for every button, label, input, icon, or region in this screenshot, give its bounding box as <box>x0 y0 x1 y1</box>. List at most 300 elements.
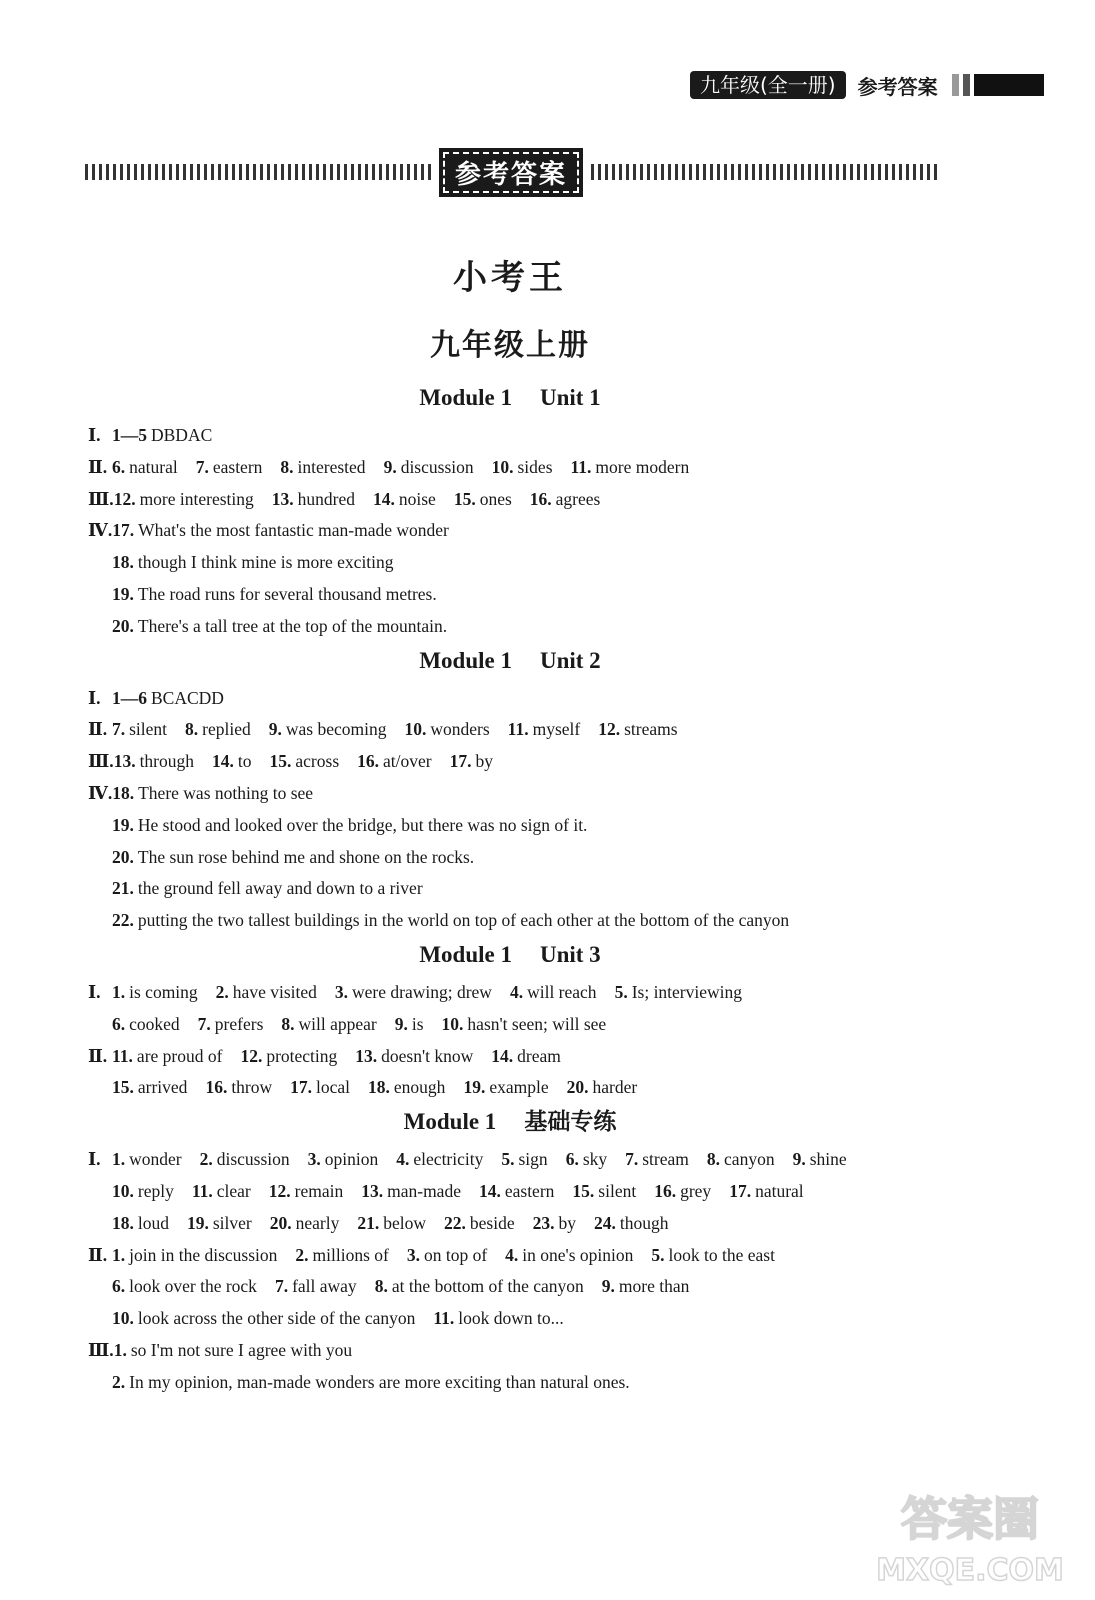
answer-number: 11. <box>112 1045 133 1066</box>
answer-item <box>112 1014 180 1034</box>
answer-number: 14. <box>491 1045 514 1066</box>
answer-number: 7. <box>625 1149 639 1170</box>
grade-tag: 九年级(全一册) <box>690 71 846 99</box>
answer-item <box>205 1077 272 1097</box>
answer-text: are proud of <box>136 1045 223 1066</box>
answer-number: 5. <box>651 1244 665 1265</box>
answer-item <box>295 1245 388 1265</box>
roman-numeral: Ⅰ. <box>88 1149 101 1170</box>
answer-item <box>112 719 167 739</box>
answer-number: 18. <box>368 1077 390 1098</box>
answer-item <box>198 1014 264 1034</box>
answer-number: 20. <box>112 615 134 636</box>
answer-text: eastern <box>504 1180 555 1201</box>
answer-number: 14. <box>478 1180 501 1201</box>
answer-text: loud <box>137 1212 169 1233</box>
answer-text: replied <box>202 719 251 740</box>
answer-number: 12. <box>268 1180 291 1201</box>
answer-item <box>384 457 474 477</box>
answer-text: canyon <box>724 1149 775 1170</box>
answer-item <box>185 719 251 739</box>
answer-text: in one's opinion <box>522 1244 634 1265</box>
answer-text: will appear <box>298 1013 377 1034</box>
answer-item <box>572 1181 636 1201</box>
answer-number: 23. <box>532 1212 555 1233</box>
answer-number: 7. <box>195 456 209 477</box>
answer-number: 18. <box>112 1212 134 1233</box>
answer-text: eastern <box>212 456 263 477</box>
answer-item <box>793 1149 847 1169</box>
answer-number: 1—6 <box>112 687 147 708</box>
answer-number: 5. <box>501 1149 515 1170</box>
roman-numeral: Ⅱ. <box>88 1045 108 1066</box>
answer-row <box>88 1335 968 1367</box>
answer-row <box>88 1041 968 1073</box>
answer-text: is coming <box>129 981 198 1002</box>
header-title: 参考答案 <box>857 74 938 99</box>
answer-text: remain <box>294 1180 344 1201</box>
roman-numeral: Ⅰ. <box>88 425 101 445</box>
answer-item <box>112 847 474 867</box>
answer-text: opinion <box>324 1149 379 1170</box>
answer-row <box>88 420 968 452</box>
answer-number: 4. <box>505 1244 519 1265</box>
module-label: Module 1 <box>419 385 512 410</box>
answer-row <box>88 1271 968 1303</box>
answer-text: more than <box>618 1276 690 1297</box>
answer-text: The road runs for several thousand metres. <box>137 583 437 604</box>
answer-row <box>88 977 968 1009</box>
answer-item <box>530 489 601 509</box>
answer-text: were drawing; drew <box>352 981 492 1002</box>
answer-item <box>240 1046 337 1066</box>
answer-number: 15. <box>112 1077 134 1098</box>
answer-number: 2. <box>199 1149 213 1170</box>
answer-number: 18. <box>112 552 134 573</box>
answer-row <box>88 579 968 611</box>
answer-text: will reach <box>527 981 597 1002</box>
answer-text: ones <box>479 488 512 509</box>
answer-number: 9. <box>601 1276 615 1297</box>
answer-text: protecting <box>266 1045 338 1066</box>
module-label: Module 1 <box>419 647 512 673</box>
answer-text: silent <box>598 1180 637 1201</box>
volume-title: 九年级上册 <box>430 328 590 363</box>
answer-item <box>454 489 512 509</box>
answer-text: doesn't know <box>381 1045 474 1066</box>
answer-item <box>594 1213 669 1233</box>
answer-text: natural <box>755 1180 804 1201</box>
answer-text: harder <box>592 1077 638 1098</box>
answer-item <box>270 751 340 771</box>
answer-text: putting the two tallest buildings in the world on top of each other at the bottom of the canyon <box>137 910 790 931</box>
answer-number: 15. <box>269 751 292 772</box>
answer-number: 6. <box>565 1149 579 1170</box>
answer-number: 12. <box>598 719 621 740</box>
answer-item <box>407 1245 487 1265</box>
answer-number: 2. <box>112 1371 126 1392</box>
answer-item <box>270 1213 340 1233</box>
answer-item <box>505 1245 633 1265</box>
answer-number: 1. <box>112 981 126 1002</box>
answer-text: through <box>139 751 195 772</box>
answer-number: 19. <box>463 1077 486 1098</box>
answer-item <box>112 1181 174 1201</box>
answer-number: 15. <box>572 1180 595 1201</box>
answer-text: look to the east <box>668 1244 775 1265</box>
answer-item <box>196 457 263 477</box>
answer-number: 13. <box>271 488 294 509</box>
answer-text: across <box>295 751 340 772</box>
answer-item <box>335 982 492 1002</box>
answer-item <box>654 1181 711 1201</box>
answer-item <box>112 910 789 930</box>
answer-item <box>112 552 394 572</box>
answer-item <box>112 1276 257 1296</box>
unit-label: Unit 2 <box>539 647 601 673</box>
answer-item <box>444 1213 515 1233</box>
answer-item <box>112 688 224 708</box>
section-heading <box>0 937 1020 977</box>
answer-number: 8. <box>185 719 199 740</box>
answer-text: more modern <box>595 456 690 477</box>
answer-row <box>88 905 968 937</box>
answer-number: 3. <box>334 981 348 1002</box>
answer-number: 7. <box>197 1013 211 1034</box>
answer-text: There's a tall tree at the top of the mountain. <box>137 615 448 636</box>
answer-item <box>450 751 493 771</box>
answer-number: 5. <box>614 981 628 1002</box>
answer-number: 21. <box>112 878 134 899</box>
answer-number: 19. <box>187 1212 209 1233</box>
answer-number: 20. <box>112 846 134 867</box>
answer-text: myself <box>532 719 581 740</box>
answer-text: hasn't seen; will see <box>467 1013 607 1034</box>
roman-numeral: Ⅱ. <box>88 456 108 477</box>
answer-item <box>112 1077 187 1097</box>
answer-text: DBDAC <box>151 425 213 445</box>
answer-text: interested <box>297 456 366 477</box>
answer-number: 11. <box>507 719 529 740</box>
answer-item <box>114 751 194 771</box>
answer-row <box>88 1144 968 1176</box>
answer-text: agrees <box>555 488 601 509</box>
answer-item <box>112 1308 415 1328</box>
unit-label: 基础专练 <box>524 1109 617 1136</box>
answer-number: 11. <box>191 1180 213 1201</box>
answer-number: 21. <box>357 1212 380 1233</box>
answer-item <box>290 1077 350 1097</box>
answer-number: 24. <box>594 1212 616 1233</box>
answer-item <box>571 457 690 477</box>
answer-item <box>729 1181 803 1201</box>
answer-number: 7. <box>274 1276 289 1297</box>
answer-item <box>357 1213 426 1233</box>
section-heading <box>0 1104 1020 1144</box>
answer-item <box>212 751 252 771</box>
answer-number: 1—5 <box>112 425 147 445</box>
answer-row <box>88 683 968 715</box>
answer-number: 10. <box>441 1013 464 1034</box>
answer-item <box>442 1014 607 1034</box>
answer-item <box>269 719 387 739</box>
answer-text: hundred <box>297 488 355 509</box>
answer-number: 20. <box>269 1212 292 1233</box>
answer-row <box>88 778 968 810</box>
answer-row <box>88 746 968 778</box>
answer-number: 19. <box>112 583 134 604</box>
answer-text: by <box>475 751 493 772</box>
answer-text: There was nothing to see <box>138 782 314 803</box>
answer-text: so I'm not sure I agree with you <box>130 1339 353 1360</box>
answer-text: The sun rose behind me and shone on the rocks. <box>137 846 475 867</box>
answer-text: though I think mine is more exciting <box>137 552 394 573</box>
answer-number: 1. <box>112 1149 126 1170</box>
answer-text: at/over <box>383 751 432 772</box>
answer-item <box>368 1077 445 1097</box>
answer-text: discussion <box>216 1149 290 1170</box>
answer-row <box>88 515 968 547</box>
answer-number: 16. <box>529 488 552 509</box>
answer-text: man-made <box>387 1180 461 1201</box>
answer-text: noise <box>398 488 436 509</box>
answer-item <box>216 982 317 1002</box>
answer-row <box>88 1176 968 1208</box>
section-heading <box>0 643 1020 683</box>
watermark-text: 答案圈 <box>901 1492 1039 1546</box>
answer-text: cooked <box>129 1013 180 1034</box>
book-title: 小考王 <box>453 258 567 298</box>
answer-item <box>192 1181 251 1201</box>
answer-number: 13. <box>361 1180 384 1201</box>
answer-number: 12. <box>240 1045 263 1066</box>
answer-text: discussion <box>400 456 474 477</box>
answer-item <box>112 982 198 1002</box>
answer-text: local <box>316 1077 351 1098</box>
answer-item <box>533 1213 576 1233</box>
answer-item <box>463 1077 548 1097</box>
answer-item <box>200 1149 290 1169</box>
answer-item <box>272 489 355 509</box>
answer-item <box>112 1046 222 1066</box>
answer-text: fall away <box>292 1276 357 1297</box>
answer-item <box>395 1014 424 1034</box>
answer-item <box>112 520 449 540</box>
answer-number: 18. <box>112 782 135 803</box>
answer-number: 2. <box>215 981 229 1002</box>
answer-number: 17. <box>449 751 472 772</box>
answer-number: 10. <box>404 719 427 740</box>
answer-item <box>114 489 254 509</box>
answer-row <box>88 611 968 643</box>
answer-number: 16. <box>357 751 379 772</box>
banner-stripes-left <box>85 164 431 180</box>
answer-text: millions of <box>312 1244 389 1265</box>
roman-numeral: Ⅱ. <box>88 719 108 740</box>
answer-banner <box>85 150 937 194</box>
answer-item <box>373 489 436 509</box>
watermark-url: MXQE.COM <box>876 1553 1064 1588</box>
banner-stripes-right <box>591 164 937 180</box>
answer-item <box>598 719 677 739</box>
roman-numeral: Ⅳ. <box>88 782 113 803</box>
answer-item <box>375 1276 584 1296</box>
header-bar <box>963 74 970 96</box>
unit-label: Unit 3 <box>539 941 601 967</box>
answer-item <box>433 1308 563 1328</box>
answer-text: example <box>489 1077 549 1098</box>
answer-number: 17. <box>112 520 135 541</box>
answer-number: 9. <box>792 1149 806 1170</box>
answer-number: 10. <box>112 1308 134 1329</box>
answer-row <box>88 484 968 516</box>
answer-item <box>357 751 431 771</box>
answer-text: electricity <box>413 1149 484 1170</box>
roman-numeral: Ⅲ. <box>88 751 114 772</box>
answer-number: 14. <box>212 751 234 772</box>
answer-text: arrived <box>137 1077 188 1098</box>
answer-item <box>112 1372 630 1392</box>
answer-text: nearly <box>295 1212 340 1233</box>
answer-row <box>88 714 968 746</box>
module-label: Module 1 <box>403 1109 497 1135</box>
roman-numeral: Ⅰ. <box>88 981 101 1002</box>
answer-item <box>112 1245 277 1265</box>
answer-text: wonders <box>430 719 490 740</box>
answer-number: 4. <box>509 981 524 1002</box>
answer-number: 14. <box>373 488 395 509</box>
answer-text: though <box>619 1212 669 1233</box>
answer-number: 11. <box>433 1308 455 1329</box>
answer-item <box>396 1149 483 1169</box>
answer-number: 8. <box>374 1276 388 1297</box>
answer-row <box>88 842 968 874</box>
answer-item <box>280 457 365 477</box>
answer-text: natural <box>129 456 178 477</box>
answer-item <box>602 1276 690 1296</box>
watermark-logo <box>875 1480 1065 1590</box>
answer-number: 10. <box>112 1180 134 1201</box>
answer-row <box>88 1240 968 1272</box>
answer-item <box>112 1149 182 1169</box>
answer-number: 13. <box>355 1045 378 1066</box>
answer-number: 3. <box>307 1149 321 1170</box>
answer-text: look across the other side of the canyon <box>137 1308 416 1329</box>
answer-number: 7. <box>112 719 126 740</box>
roman-numeral: Ⅱ. <box>88 1244 108 1265</box>
roman-numeral: Ⅲ. <box>88 1339 114 1360</box>
answer-text: In my opinion, man-made wonders are more exciting than natural ones. <box>129 1371 630 1392</box>
answer-text: reply <box>137 1180 174 1201</box>
answer-text: was becoming <box>285 719 387 740</box>
answer-row <box>88 1303 968 1335</box>
answer-item <box>405 719 490 739</box>
answer-number: 16. <box>654 1180 677 1201</box>
answer-text: by <box>558 1212 576 1233</box>
answer-row <box>88 810 968 842</box>
answer-number: 15. <box>453 488 476 509</box>
answer-text: streams <box>624 719 678 740</box>
answer-number: 22. <box>112 910 134 931</box>
answer-text: more interesting <box>139 488 254 509</box>
answer-text: BCACDD <box>151 687 224 708</box>
roman-numeral: Ⅰ. <box>88 687 101 708</box>
answer-number: 4. <box>396 1149 410 1170</box>
answer-text: to <box>237 751 252 772</box>
header-decoration <box>952 74 1044 96</box>
answer-item <box>187 1213 252 1233</box>
answer-text: dream <box>517 1045 561 1066</box>
answer-item <box>114 1340 353 1360</box>
answer-text: wonder <box>129 1149 182 1170</box>
answer-number: 8. <box>281 1013 295 1034</box>
answer-text: on top of <box>423 1244 488 1265</box>
answer-text: below <box>383 1212 427 1233</box>
answer-number: 6. <box>112 1276 126 1297</box>
answer-row <box>88 1367 968 1399</box>
answer-item <box>510 982 597 1002</box>
answer-row <box>88 547 968 579</box>
answer-item <box>479 1181 554 1201</box>
answer-number: 11. <box>570 456 592 477</box>
module-label: Module 1 <box>419 941 512 967</box>
answer-text: sides <box>517 456 553 477</box>
answer-item <box>625 1149 689 1169</box>
answer-text: enough <box>393 1077 446 1098</box>
answer-number: 9. <box>383 456 397 477</box>
answer-number: 8. <box>280 456 294 477</box>
answer-number: 17. <box>290 1077 313 1098</box>
banner-label: 参考答案 <box>439 148 583 197</box>
answer-item <box>491 1046 561 1066</box>
answer-text: beside <box>469 1212 515 1233</box>
answer-number: 16. <box>205 1077 228 1098</box>
answer-text: throw <box>231 1077 273 1098</box>
answer-item <box>112 584 437 604</box>
answer-number: 9. <box>394 1013 408 1034</box>
answer-text: stream <box>642 1149 689 1170</box>
answer-item <box>355 1046 473 1066</box>
answer-item <box>308 1149 379 1169</box>
answer-text: silver <box>212 1212 252 1233</box>
answer-item <box>707 1149 775 1169</box>
answer-row <box>88 1072 968 1104</box>
answer-row <box>88 1009 968 1041</box>
answer-number: 19. <box>112 814 134 835</box>
answer-text: is <box>411 1013 424 1034</box>
answer-text: sign <box>518 1149 548 1170</box>
answer-text: grey <box>680 1180 712 1201</box>
answer-text: shine <box>809 1149 847 1170</box>
answer-text: clear <box>216 1180 251 1201</box>
answer-item <box>281 1014 376 1034</box>
answer-row <box>88 1208 968 1240</box>
answer-text: at the bottom of the canyon <box>391 1276 584 1297</box>
answer-number: 3. <box>406 1244 420 1265</box>
answer-number: 1. <box>112 1244 126 1265</box>
answer-number: 17. <box>729 1180 752 1201</box>
answer-number: 13. <box>113 751 136 772</box>
answer-content <box>88 380 968 1399</box>
header-bar <box>952 74 959 96</box>
answer-item <box>112 457 178 477</box>
answer-text: look down to... <box>458 1308 564 1329</box>
answer-item <box>501 1149 547 1169</box>
answer-item <box>112 815 587 835</box>
answer-text: silent <box>129 719 168 740</box>
page-header <box>690 70 1044 100</box>
roman-numeral: Ⅲ. <box>88 488 114 509</box>
